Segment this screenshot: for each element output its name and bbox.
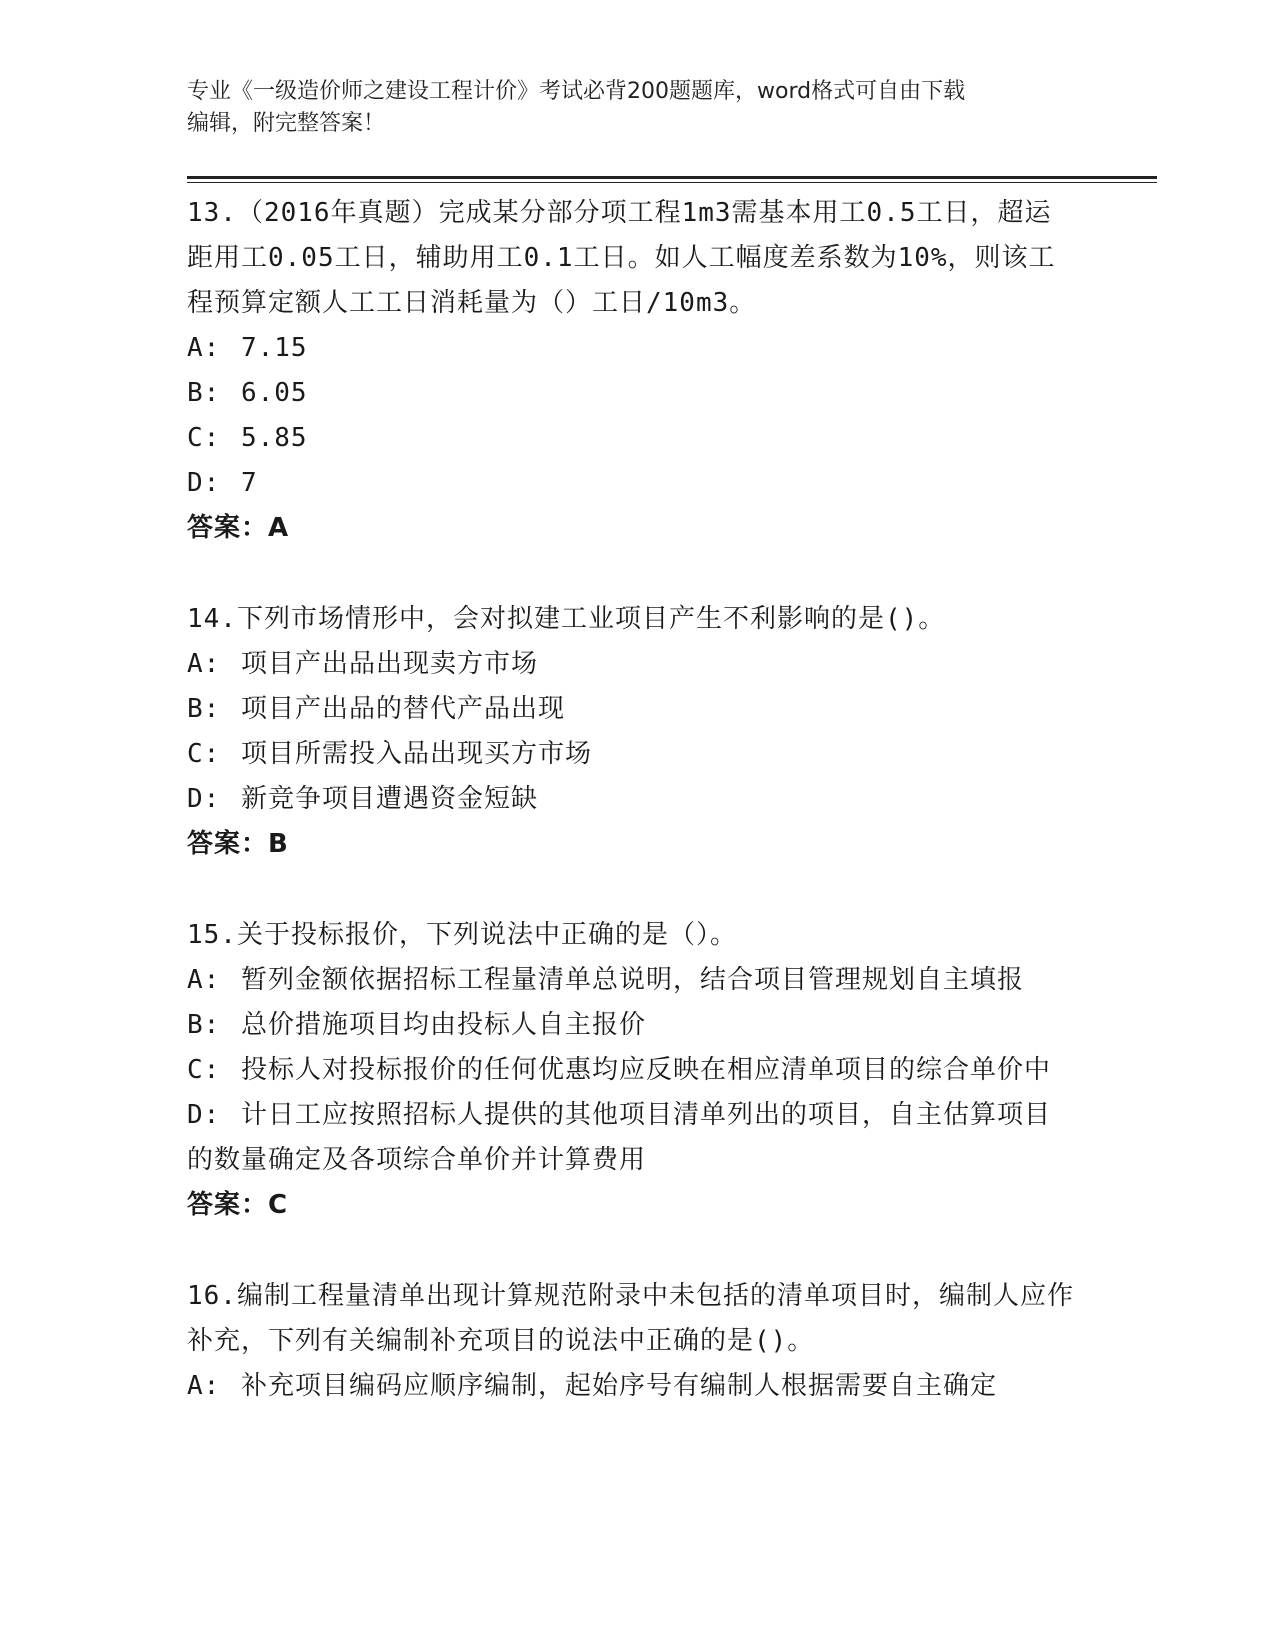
option-text: 计日工应按照招标人提供的其他项目清单列出的项目，自主估算项目的数量确定及各项综合单价并计算费用 (187, 1100, 1051, 1175)
option-letter: A: (187, 965, 221, 995)
option-letter: B: (187, 378, 221, 408)
header-line-1: 专业《一级造价师之建设工程计价》考试必背200题题库，word格式可自由下载 (187, 79, 966, 104)
question-16 (187, 1274, 1077, 1409)
answer-line: 答案：A (187, 513, 290, 543)
option-letter: A: (187, 333, 221, 363)
option-letter: A: (187, 1371, 221, 1401)
option-text: 投标人对投标报价的任何优惠均应反映在相应清单项目的综合单价中 (240, 1055, 1051, 1085)
option-b (187, 371, 1077, 416)
option-letter: B: (187, 1010, 221, 1040)
option-a (187, 1364, 1077, 1409)
option-text: 项目产出品出现卖方市场 (240, 649, 538, 679)
question-stem: 13.（2016年真题）完成某分部分项工程1m3需基本用工0.5工日，超运距用工0.05工日，辅助用工0.1工日。如人工幅度差系数为10%，则该工程预算定额人工工日消耗量为（）工日/10m3。 (187, 198, 1056, 318)
question-13 (187, 191, 1077, 551)
header-line-2: 编辑，附完整答案！ (187, 111, 386, 136)
question-stem: 15.关于投标报价，下列说法中正确的是（）。 (187, 920, 737, 950)
option-letter: D: (187, 468, 221, 498)
header-divider-thick (187, 176, 1157, 179)
option-text: 项目所需投入品出现买方市场 (240, 739, 592, 769)
question-stem: 14.下列市场情形中，会对拟建工业项目产生不利影响的是()。 (187, 604, 946, 634)
option-letter: C: (187, 423, 221, 453)
option-a (187, 326, 1077, 371)
option-c (187, 1048, 1077, 1093)
question-14 (187, 597, 1077, 867)
option-text: 7 (240, 468, 258, 498)
question-stem: 16.编制工程量清单出现计算规范附录中未包括的清单项目时，编制人应作补充，下列有关编制补充项目的说法中正确的是()。 (187, 1281, 1074, 1356)
option-text: 新竞争项目遭遇资金短缺 (240, 784, 538, 814)
option-text: 6.05 (240, 378, 308, 408)
option-a (187, 958, 1077, 1003)
answer-line: 答案：B (187, 829, 289, 859)
option-c (187, 416, 1077, 461)
option-letter: D: (187, 1100, 221, 1130)
option-b (187, 687, 1077, 732)
document-header (187, 76, 1067, 140)
option-letter: A: (187, 649, 221, 679)
option-d (187, 777, 1077, 822)
question-15 (187, 913, 1077, 1228)
option-letter: C: (187, 1055, 221, 1085)
option-text: 总价措施项目均由投标人自主报价 (240, 1010, 646, 1040)
option-text: 暂列金额依据招标工程量清单总说明，结合项目管理规划自主填报 (240, 965, 1024, 995)
option-c (187, 732, 1077, 777)
option-text: 7.15 (240, 333, 308, 363)
option-letter: B: (187, 694, 221, 724)
question-list (187, 191, 1077, 1455)
option-text: 5.85 (240, 423, 308, 453)
option-text: 项目产出品的替代产品出现 (240, 694, 565, 724)
option-letter: C: (187, 739, 221, 769)
header-divider-thin (187, 182, 1157, 183)
option-letter: D: (187, 784, 221, 814)
option-d (187, 1093, 1077, 1183)
option-text: 补充项目编码应顺序编制，起始序号有编制人根据需要自主确定 (240, 1371, 997, 1401)
option-a (187, 642, 1077, 687)
option-b (187, 1003, 1077, 1048)
answer-line: 答案：C (187, 1190, 289, 1220)
option-d (187, 461, 1077, 506)
